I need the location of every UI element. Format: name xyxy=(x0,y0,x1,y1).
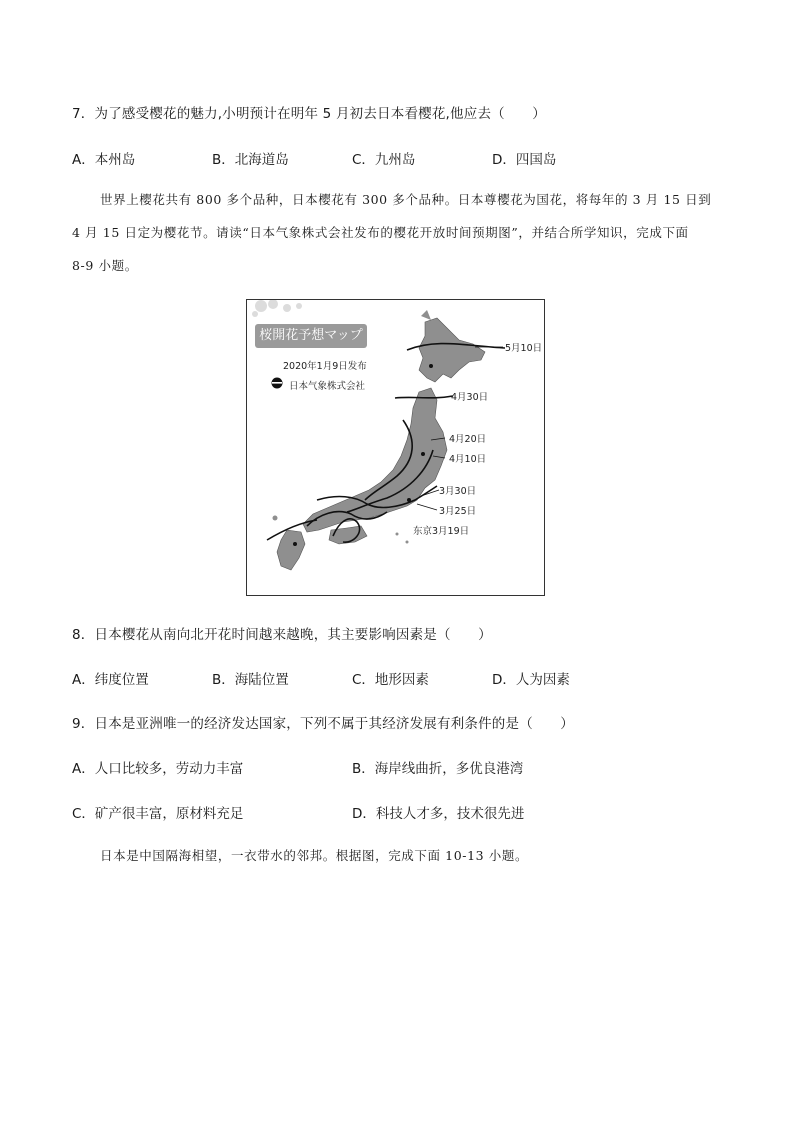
q8-option-a: A．纬度位置 xyxy=(72,672,149,688)
isoline-label-may10: 5月10日 xyxy=(505,343,543,354)
honshu-shape xyxy=(303,388,447,532)
map-publisher: 日本气象株式会社 xyxy=(289,381,366,392)
passage-1-line-1: 世界上樱花共有 800 多个品种，日本樱花有 300 多个品种。日本尊樱花为国花，将每年的 3 月 15 日到 xyxy=(100,192,712,207)
question-7-stem: 7．为了感受樱花的魅力,小明预计在明年 5 月初去日本看樱花,他应去（ ） xyxy=(72,106,546,122)
island-dot xyxy=(396,533,399,536)
passage-1-line-3: 8-9 小题。 xyxy=(72,258,138,273)
q8-option-d: D．人为因素 xyxy=(492,672,570,688)
isoline-label-tokyo-mar19: 东京3月19日 xyxy=(413,526,470,537)
q9-option-b: B．海岸线曲折，多优良港湾 xyxy=(352,761,524,777)
sakura-decoration xyxy=(252,300,302,317)
q7-option-b: B．北海道岛 xyxy=(212,152,289,168)
question-9-stem: 9．日本是亚洲唯一的经济发达国家，下列不属于其经济发展有利条件的是（ ） xyxy=(72,716,574,732)
sakura-forecast-map xyxy=(246,299,545,596)
hokkaido-shape xyxy=(419,318,485,382)
island-dot xyxy=(273,516,278,521)
isoline-label-apr30: 4月30日 xyxy=(451,392,489,403)
island-dot xyxy=(406,541,409,544)
q7-option-c: C．九州岛 xyxy=(352,152,416,168)
q8-option-b: B．海陆位置 xyxy=(212,672,289,688)
q8-option-c: C．地形因素 xyxy=(352,672,429,688)
kyushu-shape xyxy=(277,530,305,570)
q7-option-d: D．四国岛 xyxy=(492,152,557,168)
question-8-stem: 8．日本樱花从南向北开花时间越来越晚，其主要影响因素是（ ） xyxy=(72,627,492,643)
jwa-logo-icon xyxy=(271,377,283,389)
isoline-label-apr20: 4月20日 xyxy=(449,434,487,445)
isoline-label-mar25: 3月25日 xyxy=(439,506,477,517)
passage-2: 日本是中国隔海相望，一衣带水的邻邦。根据图，完成下面 10-13 小题。 xyxy=(100,848,529,863)
isoline-label-apr10: 4月10日 xyxy=(449,454,487,465)
passage-1-line-2: 4 月 15 日定为樱花节。请读“日本气象株式会社发布的樱花开放时间预期图”，并结合所学知识，完成下面 xyxy=(72,225,689,240)
map-title: 桜開花予想マップ xyxy=(255,324,367,348)
rishiri-shape xyxy=(421,310,431,320)
isoline-label-mar30: 3月30日 xyxy=(439,486,477,497)
map-publish-date: 2020年1月9日发布 xyxy=(283,361,367,372)
q7-option-a: A．本州岛 xyxy=(72,152,136,168)
q9-option-a: A．人口比较多，劳动力丰富 xyxy=(72,761,244,777)
q9-option-c: C．矿产很丰富，原材料充足 xyxy=(72,806,244,822)
q9-option-d: D．科技人才多，技术很先进 xyxy=(352,806,525,822)
